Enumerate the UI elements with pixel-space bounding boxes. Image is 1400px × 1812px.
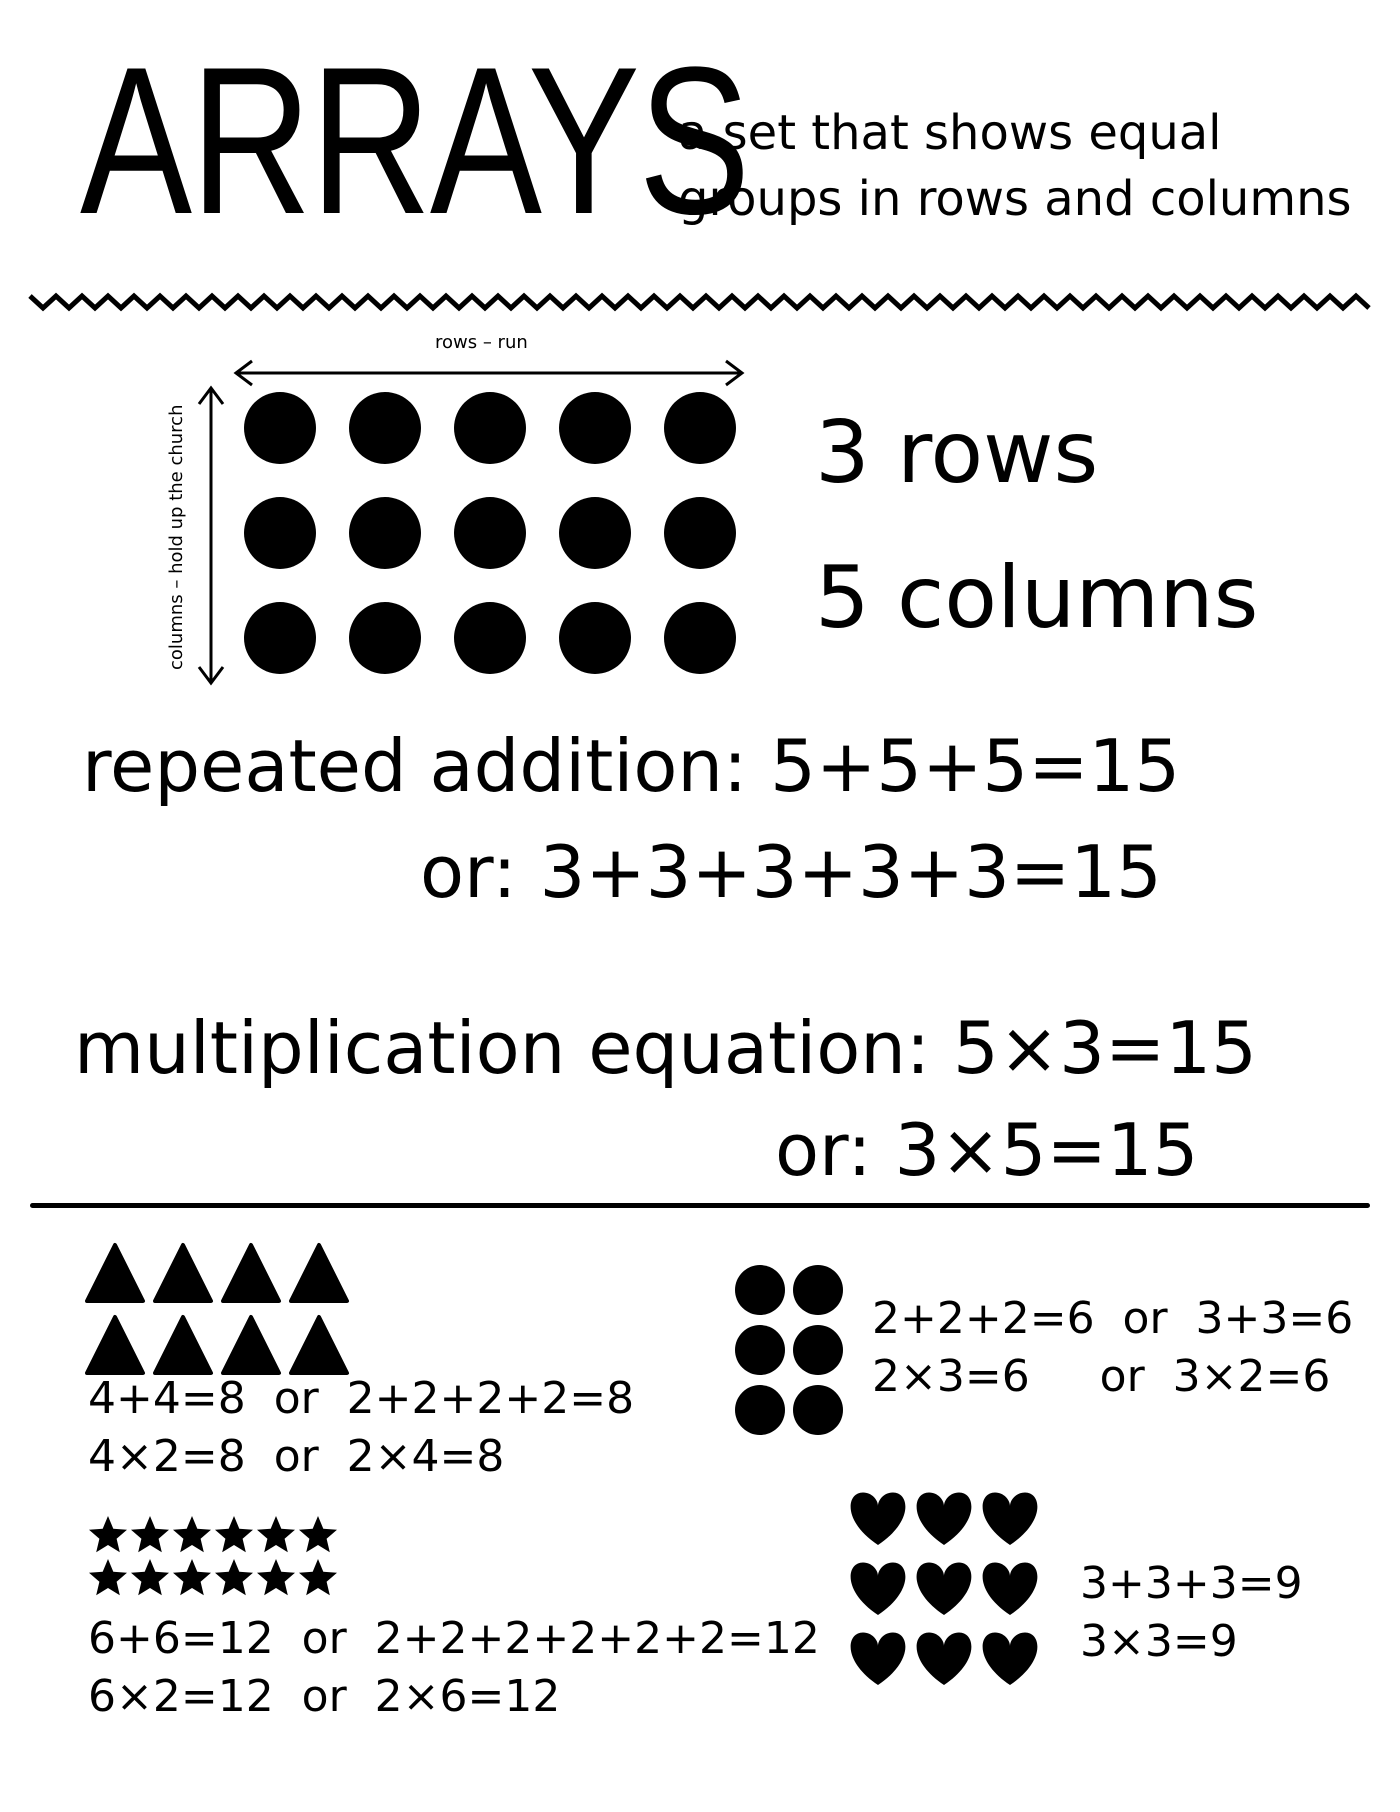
multiplication-line-2: or: 3×5=15 <box>775 1108 1199 1192</box>
columns-annotation: columns – hold up the church <box>166 404 187 670</box>
array-dot <box>349 497 421 569</box>
star-equations <box>88 1610 820 1726</box>
heart-equations <box>1080 1555 1303 1671</box>
triangle-icon <box>87 1245 143 1301</box>
dot-icon <box>735 1265 785 1315</box>
array-dot <box>349 392 421 464</box>
triangle-icon <box>155 1245 211 1301</box>
array-dot <box>664 497 736 569</box>
dot-icon <box>793 1325 843 1375</box>
star-icon <box>131 1516 169 1552</box>
star-array <box>89 1516 337 1595</box>
star-equation-1: 6+6=12 or 2+2+2+2+2+2=12 <box>88 1613 820 1664</box>
triangle-icon <box>291 1317 347 1373</box>
multiplication-line-1: multiplication equation: 5×3=15 <box>74 1006 1257 1090</box>
dot-icon <box>735 1385 785 1435</box>
heart-icon <box>983 1563 1038 1616</box>
star-icon <box>257 1516 295 1552</box>
star-icon <box>215 1559 253 1595</box>
triangle-icon <box>223 1317 279 1373</box>
rows-arrow <box>236 361 742 385</box>
array-dot <box>244 497 316 569</box>
heart-icon <box>917 1563 972 1616</box>
array-dot <box>454 497 526 569</box>
dot-icon <box>793 1385 843 1435</box>
star-icon <box>173 1559 211 1595</box>
dot-equation-1: 2+2+2=6 or 3+3=6 <box>872 1293 1354 1344</box>
page-title: ARRAYS <box>80 23 749 258</box>
zigzag-divider <box>30 296 1369 308</box>
rows-count-text: 3 rows <box>815 403 1099 503</box>
array-dot <box>244 392 316 464</box>
triangle-icon <box>87 1317 143 1373</box>
triangle-icon <box>155 1317 211 1373</box>
array-dot <box>559 392 631 464</box>
star-icon <box>215 1516 253 1552</box>
heart-icon <box>851 1493 906 1546</box>
star-icon <box>299 1516 337 1552</box>
star-icon <box>257 1559 295 1595</box>
heart-array <box>851 1493 1038 1686</box>
array-dot <box>664 392 736 464</box>
star-icon <box>131 1559 169 1595</box>
heart-icon <box>983 1633 1038 1686</box>
heart-equation-1: 3+3+3=9 <box>1080 1558 1303 1609</box>
repeated-addition-line-1: repeated addition: 5+5+5=15 <box>82 724 1181 808</box>
triangle-equations <box>88 1370 634 1486</box>
triangle-equation-1: 4+4=8 or 2+2+2+2=8 <box>88 1373 635 1424</box>
star-icon <box>89 1559 127 1595</box>
dot-icon <box>793 1265 843 1315</box>
dot-icon <box>735 1325 785 1375</box>
rows-annotation: rows – run <box>435 332 528 353</box>
dot-equations <box>872 1290 1353 1406</box>
heart-icon <box>983 1493 1038 1546</box>
array-dot <box>454 602 526 674</box>
heart-icon <box>917 1633 972 1686</box>
star-icon <box>173 1516 211 1552</box>
array-dot <box>559 497 631 569</box>
triangle-icon <box>223 1245 279 1301</box>
array-dot <box>244 602 316 674</box>
heart-icon <box>917 1493 972 1546</box>
triangle-array <box>87 1245 347 1373</box>
repeated-addition-line-2: or: 3+3+3+3+3=15 <box>420 830 1162 914</box>
main-dot-array <box>244 392 736 674</box>
array-dot <box>349 602 421 674</box>
columns-count-text: 5 columns <box>815 548 1259 648</box>
definition-line-2: groups in rows and columns <box>678 171 1352 227</box>
columns-arrow <box>199 388 223 683</box>
heart-icon <box>851 1633 906 1686</box>
dot-equation-2: 2×3=6 or 3×2=6 <box>872 1351 1331 1402</box>
definition-line-1: a set that shows equal <box>678 105 1222 161</box>
array-dot <box>454 392 526 464</box>
star-equation-2: 6×2=12 or 2×6=12 <box>88 1671 561 1722</box>
section-divider <box>30 1203 1370 1208</box>
triangle-icon <box>291 1245 347 1301</box>
heart-equation-2: 3×3=9 <box>1080 1616 1238 1667</box>
array-dot <box>559 602 631 674</box>
triangle-equation-2: 4×2=8 or 2×4=8 <box>88 1431 505 1482</box>
array-dot <box>664 602 736 674</box>
heart-icon <box>851 1563 906 1616</box>
star-icon <box>89 1516 127 1552</box>
star-icon <box>299 1559 337 1595</box>
dot-array-small <box>735 1265 843 1435</box>
